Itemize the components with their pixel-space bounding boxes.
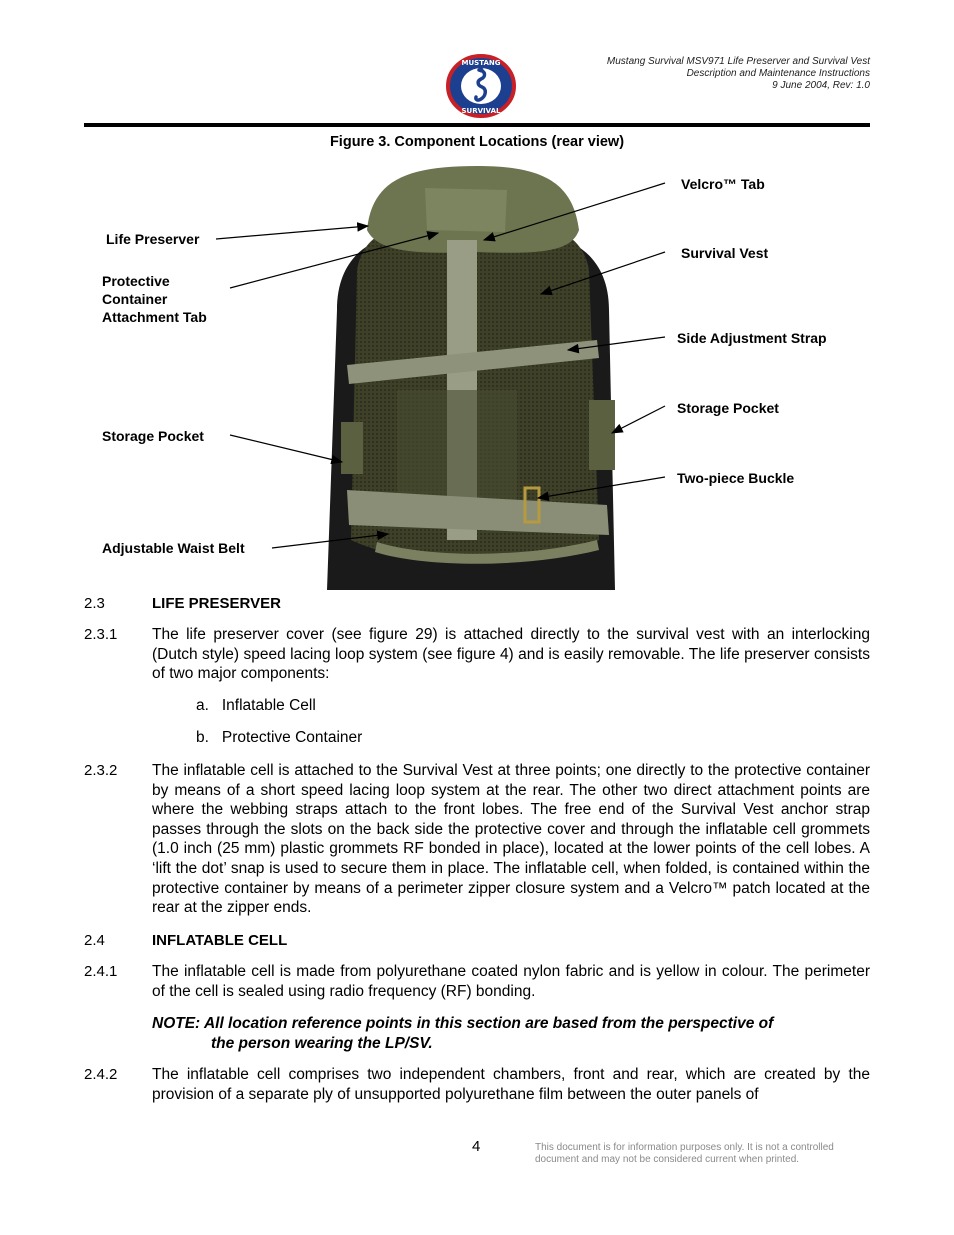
note-line-2: the person wearing the LP/SV.: [211, 1034, 433, 1052]
section-title-inflatable-cell: INFLATABLE CELL: [152, 932, 288, 949]
paragraph-number-2-4-1: 2.4.1: [84, 963, 118, 980]
document-header: [607, 56, 870, 92]
paragraph-number-2-4-2: 2.4.2: [84, 1066, 118, 1083]
paragraph-2-3-1: The life preserver cover (see figure 29) is attached directly to the survival vest with an interlocking (Dutch style) speed lacing loop system (see figure 4) and is easily removable. The life preserver consists of two major components:: [152, 626, 870, 683]
list-text: Protective Container: [221, 729, 363, 746]
paragraph-number-2-3-1: 2.3.1: [84, 626, 118, 643]
callout-protective-line-1: Protective: [102, 273, 170, 289]
callout-storage-pocket-left: Storage Pocket: [102, 428, 204, 444]
section-number-2-3: 2.3: [84, 595, 105, 612]
logo-bottom-text: SURVIVAL: [461, 107, 501, 115]
header-title: Mustang Survival MSV971 Life Preserver and Survival Vest: [606, 56, 870, 67]
note-block: [152, 1014, 870, 1053]
callout-protective-line-2: Container: [102, 291, 168, 307]
page-number: 4: [472, 1138, 481, 1155]
callout-side-adjustment-strap: Side Adjustment Strap: [677, 330, 827, 346]
figure-title: Figure 3. Component Locations (rear view): [329, 134, 625, 150]
section-number-2-4: 2.4: [84, 932, 105, 949]
footer-disclaimer-line-2: document and may not be considered current when printed.: [535, 1154, 800, 1165]
paragraph-2-4-2: The inflatable cell comprises two independent chambers, front and rear, which are created by the provision of a separate ply of unsupported polyurethane film between the outer panels of: [152, 1066, 870, 1103]
callout-two-piece-buckle: Two-piece Buckle: [677, 470, 795, 486]
paragraph-2-3-2: The inflatable cell is attached to the Survival Vest at three points; one directly to the protective container by means of a short speed lacing loop system at the rear. The other two direct attachment points are where the webbing straps attach to the front lobes. The free end of the Survival Vest anchor strap passes through the slots on the back side the protective cover and through the inflatable cell grommets (1.0 inch (25 mm) plastic grommets RF bonded in place), located at the lower points of the cell lobes. A ‘lift the dot’ snap is used to secure them in place. The inflatable cell, when folded, is contained within the protective container by means of a perimeter zipper closure system and a Velcro™ patch located at the rear at the zipper ends.: [152, 762, 870, 917]
list-marker: a.: [196, 697, 209, 714]
list-item-inflatable-cell: [196, 697, 316, 715]
mustang-survival-logo: [446, 54, 516, 118]
header-divider: [84, 123, 870, 127]
callout-storage-pocket-right: Storage Pocket: [677, 400, 779, 416]
callout-protective-container-tab: [102, 272, 207, 326]
footer-disclaimer: [535, 1142, 865, 1166]
paragraph-number-2-3-2: 2.3.2: [84, 762, 118, 779]
paragraph-2-4-1: The inflatable cell is made from polyurethane coated nylon fabric and is yellow in colour. The perimeter of the cell is sealed using radio frequency (RF) bonding.: [152, 963, 870, 1000]
vest-rear-view-photo: [327, 160, 615, 590]
list-text: Inflatable Cell: [221, 697, 316, 714]
header-subtitle: Description and Maintenance Instructions: [686, 68, 870, 79]
logo-top-text: MUSTANG: [461, 59, 501, 67]
callout-velcro-tab: Velcro™ Tab: [681, 176, 765, 192]
section-title-life-preserver: LIFE PRESERVER: [152, 595, 281, 612]
header-date-rev: 9 June 2004, Rev: 1.0: [772, 80, 870, 91]
list-marker: b.: [196, 729, 209, 746]
note-line-1: NOTE: All location reference points in this section are based from the perspective of: [152, 1015, 774, 1032]
footer-disclaimer-line-1: This document is for information purposes only. It is not a controlled: [535, 1142, 834, 1153]
callout-survival-vest: Survival Vest: [681, 245, 769, 261]
callout-adjustable-waist-belt: Adjustable Waist Belt: [102, 540, 245, 556]
callout-life-preserver: Life Preserver: [106, 231, 200, 247]
callout-protective-line-3: Attachment Tab: [102, 309, 207, 325]
list-item-protective-container: [196, 729, 362, 747]
